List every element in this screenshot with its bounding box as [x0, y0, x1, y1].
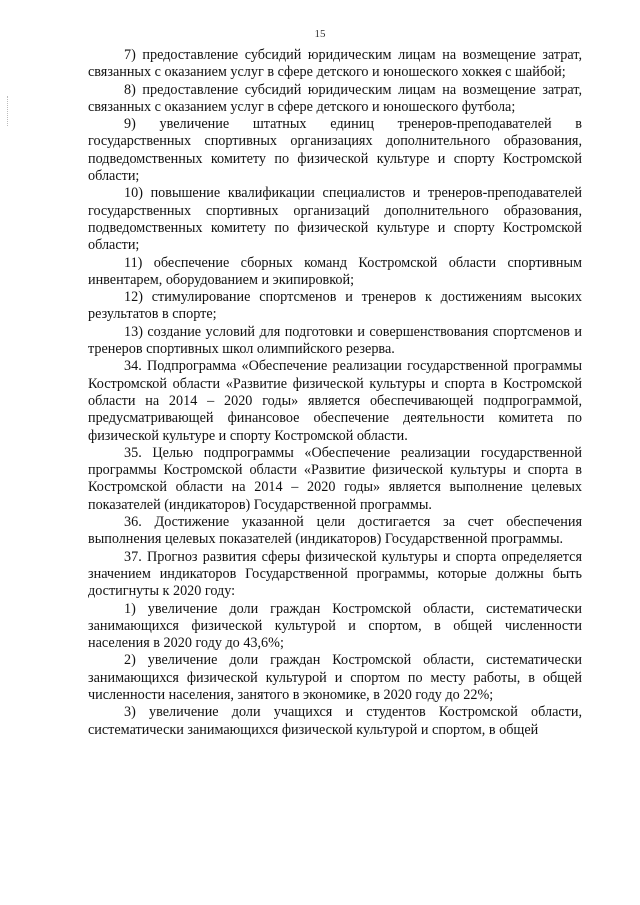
list-item-12: 12) стимулирование спортсменов и тренеров к достижениям высоких результатов в спорте; — [88, 289, 582, 323]
margin-scan-mark — [7, 96, 9, 126]
list-item-7: 7) предоставление субсидий юридическим лицам на возмещение затрат, связанных с оказанием услуг в сфере детского и юношеского хоккея с шайбой; — [88, 47, 582, 81]
paragraph-36: 36. Достижение указанной цели достигается за счет обеспечения выполнения целевых показателей (индикаторов) Государственной программы. — [88, 514, 582, 548]
list-item-10: 10) повышение квалификации специалистов и тренеров-преподавателей государственных спортивных организаций дополнительного образования, подведомственных комитету по физической культуре и спорту Костромской области; — [88, 185, 582, 254]
list-item-8: 8) предоставление субсидий юридическим лицам на возмещение затрат, связанных с оказанием услуг в сфере детского и юношеского футбола; — [88, 81, 582, 115]
paragraph-34: 34. Подпрограмма «Обеспечение реализации государственной программы Костромской области «Развитие физической культуры и спорта в Костромской области на 2014 – 2020 годы» является обеспечивающей подпрограммой, предусматривающей финансовое обеспечение деятельности комитета по физической культуре и спорту Костромской области. — [88, 358, 582, 444]
page-number: 15 — [314, 28, 326, 40]
indicator-item-1: 1) увеличение доли граждан Костромской области, систематически занимающихся физической культурой и спортом, в общей численности населения в 2020 году до 43,6%; — [88, 600, 582, 652]
list-item-13: 13) создание условий для подготовки и совершенствования спортсменов и тренеров спортивных школ олимпийского резерва. — [88, 323, 582, 358]
paragraph-35: 35. Целью подпрограммы «Обеспечение реализации государственной программы Костромской области «Развитие физической культуры и спорта в Костромской области на 2014 – 2020 годы» является выполнение целевых показателей (индикаторов) Государственной программы. — [88, 444, 582, 513]
list-item-9: 9) увеличение штатных единиц тренеров-преподавателей в государственных спортивных организациях дополнительного образования, подведомственных комитету по физической культуре и спорту Костромской области; — [88, 116, 582, 185]
paragraph-37: 37. Прогноз развития сферы физической культуры и спорта определяется значением индикаторов Государственной программы, которые должны быть достигнуты к 2020 году: — [88, 548, 582, 600]
list-item-11: 11) обеспечение сборных команд Костромской области спортивным инвентарем, оборудованием и экипировкой; — [88, 254, 582, 288]
indicator-item-3: 3) увеличение доли учащихся и студентов Костромской области, систематически занимающихся физической культурой и спортом, в общей — [88, 704, 582, 738]
document-body — [88, 47, 582, 739]
indicator-item-2: 2) увеличение доли граждан Костромской области, систематически занимающихся физической культурой и спортом по месту работы, в общей численности населения, занятого в экономике, в 2020 году до 22%; — [88, 652, 582, 703]
